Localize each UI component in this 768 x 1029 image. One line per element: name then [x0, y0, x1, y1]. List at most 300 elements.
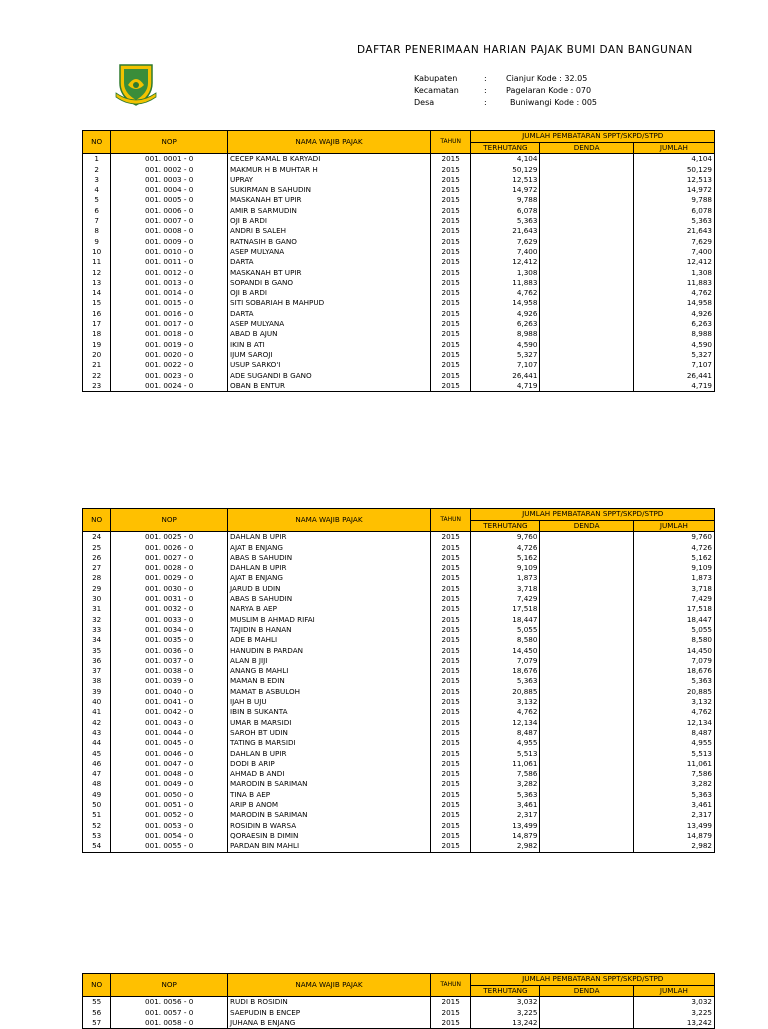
- cell-denda: [540, 175, 633, 185]
- cell-terhutang: 14,972: [471, 185, 540, 195]
- cell-no: 49: [83, 790, 111, 800]
- cell-denda: [540, 543, 633, 553]
- cell-nama: ADE SUGANDI B GANO: [228, 371, 431, 381]
- table-row: [83, 268, 715, 278]
- cell-tahun: 2015: [430, 656, 471, 666]
- cell-nama: NARYA B AEP: [228, 604, 431, 614]
- cell-nama: ARIP B ANOM: [228, 800, 431, 810]
- cell-terhutang: 7,629: [471, 237, 540, 247]
- cell-tahun: 2015: [430, 298, 471, 308]
- cell-nop: 001. 0020 - 0: [111, 350, 228, 360]
- cell-terhutang: 1,873: [471, 573, 540, 583]
- cell-jumlah: 8,487: [633, 728, 714, 738]
- cell-tahun: 2015: [430, 635, 471, 645]
- table-row: [83, 257, 715, 267]
- cell-nama: ADE B MAHLI: [228, 635, 431, 645]
- cell-nop: 001. 0032 - 0: [111, 604, 228, 614]
- cell-denda: [540, 728, 633, 738]
- cell-terhutang: 11,883: [471, 278, 540, 288]
- header-nop: NOP: [111, 131, 228, 154]
- info-label: Kabupaten: [414, 74, 458, 83]
- cell-nama: AHMAD B ANDI: [228, 769, 431, 779]
- cell-nop: 001. 0014 - 0: [111, 288, 228, 298]
- cell-terhutang: 50,129: [471, 165, 540, 175]
- cell-terhutang: 13,499: [471, 821, 540, 831]
- table-row: [83, 615, 715, 625]
- cell-nop: 001. 0054 - 0: [111, 831, 228, 841]
- cell-nop: 001. 0034 - 0: [111, 625, 228, 635]
- header-nama-wajib-pajak: NAMA WAJIB PAJAK: [228, 131, 431, 154]
- cell-tahun: 2015: [430, 340, 471, 350]
- table-row: [83, 584, 715, 594]
- cell-terhutang: 3,461: [471, 800, 540, 810]
- cell-nop: 001. 0013 - 0: [111, 278, 228, 288]
- cell-terhutang: 7,400: [471, 247, 540, 257]
- cell-no: 56: [83, 1008, 111, 1018]
- tax-table: [82, 508, 715, 853]
- cell-denda: [540, 769, 633, 779]
- cell-tahun: 2015: [430, 226, 471, 236]
- cell-terhutang: 21,643: [471, 226, 540, 236]
- cell-denda: [540, 165, 633, 175]
- cell-nama: ANANG B MAHLI: [228, 666, 431, 676]
- cell-jumlah: 14,450: [633, 646, 714, 656]
- cell-tahun: 2015: [430, 350, 471, 360]
- cell-nop: 001. 0022 - 0: [111, 360, 228, 370]
- cell-tahun: 2015: [430, 779, 471, 789]
- header-denda: DENDA: [540, 521, 633, 532]
- table-row: [83, 237, 715, 247]
- cell-nama: RUDI B ROSIDIN: [228, 997, 431, 1008]
- cell-tahun: 2015: [430, 718, 471, 728]
- cell-terhutang: 5,055: [471, 625, 540, 635]
- cell-no: 51: [83, 810, 111, 820]
- cell-tahun: 2015: [430, 154, 471, 165]
- cell-terhutang: 5,327: [471, 350, 540, 360]
- table-row: [83, 340, 715, 350]
- cell-no: 52: [83, 821, 111, 831]
- info-separator: :: [484, 98, 487, 107]
- cell-no: 22: [83, 371, 111, 381]
- cell-terhutang: 8,988: [471, 329, 540, 339]
- cell-denda: [540, 185, 633, 195]
- header-no: NO: [83, 974, 111, 997]
- header-nama-wajib-pajak: NAMA WAJIB PAJAK: [228, 974, 431, 997]
- cell-nama: OJI B ARDI: [228, 288, 431, 298]
- cell-tahun: 2015: [430, 997, 471, 1008]
- cell-terhutang: 4,590: [471, 340, 540, 350]
- cell-nama: ABAS B SAHUDIN: [228, 553, 431, 563]
- cell-denda: [540, 381, 633, 392]
- cell-nop: 001. 0045 - 0: [111, 738, 228, 748]
- cell-no: 9: [83, 237, 111, 247]
- cell-nop: 001. 0026 - 0: [111, 543, 228, 553]
- cell-jumlah: 1,308: [633, 268, 714, 278]
- cell-nop: 001. 0039 - 0: [111, 676, 228, 686]
- cell-no: 35: [83, 646, 111, 656]
- cell-jumlah: 21,643: [633, 226, 714, 236]
- cell-nama: OJI B ARDI: [228, 216, 431, 226]
- table-row: [83, 563, 715, 573]
- cell-denda: [540, 779, 633, 789]
- cell-no: 28: [83, 573, 111, 583]
- cell-tahun: 2015: [430, 319, 471, 329]
- cell-jumlah: 7,400: [633, 247, 714, 257]
- cell-nama: ROSIDIN B WARSA: [228, 821, 431, 831]
- cell-denda: [540, 738, 633, 748]
- cell-no: 32: [83, 615, 111, 625]
- cell-tahun: 2015: [430, 247, 471, 257]
- cell-nop: 001. 0001 - 0: [111, 154, 228, 165]
- cell-terhutang: 7,107: [471, 360, 540, 370]
- cell-tahun: 2015: [430, 687, 471, 697]
- cell-nama: RATNASIH B GANO: [228, 237, 431, 247]
- table-row: [83, 573, 715, 583]
- table-row: [83, 790, 715, 800]
- cell-tahun: 2015: [430, 195, 471, 205]
- header-denda: DENDA: [540, 986, 633, 997]
- cell-jumlah: 4,104: [633, 154, 714, 165]
- cell-jumlah: 5,327: [633, 350, 714, 360]
- cell-tahun: 2015: [430, 769, 471, 779]
- cell-nop: 001. 0028 - 0: [111, 563, 228, 573]
- cell-no: 29: [83, 584, 111, 594]
- cell-denda: [540, 226, 633, 236]
- cell-nama: ASEP MULYANA: [228, 247, 431, 257]
- cell-denda: [540, 1008, 633, 1018]
- cell-denda: [540, 1018, 633, 1029]
- cell-nop: 001. 0049 - 0: [111, 779, 228, 789]
- cell-tahun: 2015: [430, 594, 471, 604]
- cell-nop: 001. 0044 - 0: [111, 728, 228, 738]
- table-row: [83, 635, 715, 645]
- cell-jumlah: 3,225: [633, 1008, 714, 1018]
- table-row: [83, 298, 715, 308]
- cell-nama: MAMAT B ASBULOH: [228, 687, 431, 697]
- cell-denda: [540, 800, 633, 810]
- cell-nop: 001. 0038 - 0: [111, 666, 228, 676]
- table-row: [83, 165, 715, 175]
- cell-denda: [540, 371, 633, 381]
- cell-nop: 001. 0053 - 0: [111, 821, 228, 831]
- info-label: Desa: [414, 98, 435, 107]
- cell-terhutang: 4,762: [471, 707, 540, 717]
- cell-jumlah: 26,441: [633, 371, 714, 381]
- cell-jumlah: 9,760: [633, 532, 714, 543]
- cell-no: 21: [83, 360, 111, 370]
- cell-nama: IJUM SAROJI: [228, 350, 431, 360]
- cell-no: 55: [83, 997, 111, 1008]
- table-row: [83, 175, 715, 185]
- cell-denda: [540, 532, 633, 543]
- cell-tahun: 2015: [430, 237, 471, 247]
- cell-nama: MASKANAH BT UPIR: [228, 195, 431, 205]
- cell-nop: 001. 0025 - 0: [111, 532, 228, 543]
- cell-no: 23: [83, 381, 111, 392]
- header-tahun: TAHUN: [430, 974, 471, 997]
- table-row: [83, 810, 715, 820]
- cell-tahun: 2015: [430, 604, 471, 614]
- cell-nop: 001. 0052 - 0: [111, 810, 228, 820]
- cell-nop: 001. 0040 - 0: [111, 687, 228, 697]
- cell-no: 15: [83, 298, 111, 308]
- table-row: [83, 247, 715, 257]
- cell-tahun: 2015: [430, 666, 471, 676]
- cell-nop: 001. 0051 - 0: [111, 800, 228, 810]
- cell-nama: TAJIDIN B HANAN: [228, 625, 431, 635]
- cell-jumlah: 3,461: [633, 800, 714, 810]
- cell-tahun: 2015: [430, 543, 471, 553]
- cell-jumlah: 7,586: [633, 769, 714, 779]
- cell-tahun: 2015: [430, 676, 471, 686]
- header-jumlah: JUMLAH: [633, 143, 714, 154]
- cell-jumlah: 4,762: [633, 288, 714, 298]
- cell-tahun: 2015: [430, 707, 471, 717]
- cell-nama: ABAS B SAHUDIN: [228, 594, 431, 604]
- cell-nama: JARUD B UDIN: [228, 584, 431, 594]
- cell-nama: TINA B AEP: [228, 790, 431, 800]
- cell-nama: PARDAN BIN MAHLI: [228, 841, 431, 852]
- cell-terhutang: 4,726: [471, 543, 540, 553]
- cell-no: 34: [83, 635, 111, 645]
- cell-nop: 001. 0009 - 0: [111, 237, 228, 247]
- table-row: [83, 1008, 715, 1018]
- info-separator: :: [484, 86, 487, 95]
- cell-no: 42: [83, 718, 111, 728]
- cell-terhutang: 4,762: [471, 288, 540, 298]
- cell-terhutang: 7,586: [471, 769, 540, 779]
- cell-terhutang: 5,363: [471, 790, 540, 800]
- cell-denda: [540, 615, 633, 625]
- cell-denda: [540, 360, 633, 370]
- cell-nop: 001. 0036 - 0: [111, 646, 228, 656]
- table-row: [83, 226, 715, 236]
- cell-denda: [540, 810, 633, 820]
- cell-jumlah: 13,242: [633, 1018, 714, 1029]
- cell-no: 54: [83, 841, 111, 852]
- cell-nama: MAMAN B EDIN: [228, 676, 431, 686]
- header-no: NO: [83, 131, 111, 154]
- cell-tahun: 2015: [430, 821, 471, 831]
- header-nop: NOP: [111, 509, 228, 532]
- info-label: Kecamatan: [414, 86, 459, 95]
- table-row: [83, 800, 715, 810]
- cell-nama: SAEPUDIN B ENCEP: [228, 1008, 431, 1018]
- cell-tahun: 2015: [430, 553, 471, 563]
- cell-terhutang: 20,885: [471, 687, 540, 697]
- cell-nop: 001. 0004 - 0: [111, 185, 228, 195]
- cell-jumlah: 5,363: [633, 676, 714, 686]
- cell-no: 27: [83, 563, 111, 573]
- table-row: [83, 309, 715, 319]
- cell-terhutang: 4,926: [471, 309, 540, 319]
- cell-nop: 001. 0047 - 0: [111, 759, 228, 769]
- header-jumlah-pembayaran: JUMLAH PEMBATARAN SPPT/SKPD/STPD: [471, 509, 715, 521]
- table-row: [83, 371, 715, 381]
- cell-denda: [540, 718, 633, 728]
- cell-nop: 001. 0007 - 0: [111, 216, 228, 226]
- cell-jumlah: 20,885: [633, 687, 714, 697]
- cell-no: 43: [83, 728, 111, 738]
- cell-denda: [540, 350, 633, 360]
- cell-jumlah: 4,762: [633, 707, 714, 717]
- cell-tahun: 2015: [430, 371, 471, 381]
- cell-tahun: 2015: [430, 216, 471, 226]
- cell-terhutang: 18,676: [471, 666, 540, 676]
- info-value: Cianjur Kode : 32.05: [506, 74, 588, 83]
- cell-terhutang: 18,447: [471, 615, 540, 625]
- cell-nama: IJAH B UJU: [228, 697, 431, 707]
- cell-terhutang: 6,078: [471, 206, 540, 216]
- cell-tahun: 2015: [430, 810, 471, 820]
- cell-nama: MUSLIM B AHMAD RIFAI: [228, 615, 431, 625]
- cell-terhutang: 3,132: [471, 697, 540, 707]
- table-row: [83, 625, 715, 635]
- cell-terhutang: 3,718: [471, 584, 540, 594]
- cell-jumlah: 14,972: [633, 185, 714, 195]
- cell-nama: DAHLAN B UPIR: [228, 532, 431, 543]
- cell-denda: [540, 687, 633, 697]
- cell-no: 57: [83, 1018, 111, 1029]
- cell-denda: [540, 997, 633, 1008]
- table-row: [83, 821, 715, 831]
- cell-denda: [540, 553, 633, 563]
- info-value: Pagelaran Kode : 070: [506, 86, 592, 95]
- cell-denda: [540, 831, 633, 841]
- cell-jumlah: 3,282: [633, 779, 714, 789]
- cell-denda: [540, 676, 633, 686]
- info-separator: :: [484, 74, 487, 83]
- header-terhutang: TERHUTANG: [471, 986, 540, 997]
- cell-terhutang: 13,242: [471, 1018, 540, 1029]
- table-row: [83, 997, 715, 1008]
- cell-nama: USUP SARKO'I: [228, 360, 431, 370]
- cell-nama: SITI SOBARIAH B MAHPUD: [228, 298, 431, 308]
- cell-no: 31: [83, 604, 111, 614]
- cell-terhutang: 9,760: [471, 532, 540, 543]
- cell-denda: [540, 206, 633, 216]
- cell-tahun: 2015: [430, 185, 471, 195]
- cell-nama: ABAD B AJUN: [228, 329, 431, 339]
- cell-denda: [540, 594, 633, 604]
- cell-tahun: 2015: [430, 175, 471, 185]
- cell-jumlah: 7,629: [633, 237, 714, 247]
- cell-terhutang: 9,788: [471, 195, 540, 205]
- cell-denda: [540, 584, 633, 594]
- cell-nama: DAHLAN B UPIR: [228, 749, 431, 759]
- cell-tahun: 2015: [430, 165, 471, 175]
- cell-nama: TATING B MARSIDI: [228, 738, 431, 748]
- table-row: [83, 676, 715, 686]
- cell-no: 48: [83, 779, 111, 789]
- cell-jumlah: 4,590: [633, 340, 714, 350]
- cell-jumlah: 4,719: [633, 381, 714, 392]
- cell-nama: MASKANAH BT UPIR: [228, 268, 431, 278]
- cell-no: 38: [83, 676, 111, 686]
- cell-jumlah: 9,109: [633, 563, 714, 573]
- cell-denda: [540, 247, 633, 257]
- table-row: [83, 749, 715, 759]
- cell-tahun: 2015: [430, 759, 471, 769]
- cell-no: 1: [83, 154, 111, 165]
- table-row: [83, 206, 715, 216]
- cell-nama: ANDRI B SALEH: [228, 226, 431, 236]
- cell-nop: 001. 0030 - 0: [111, 584, 228, 594]
- cell-nop: 001. 0035 - 0: [111, 635, 228, 645]
- cell-nop: 001. 0029 - 0: [111, 573, 228, 583]
- cell-denda: [540, 841, 633, 852]
- cell-denda: [540, 288, 633, 298]
- cell-nama: MARODIN B SARIMAN: [228, 810, 431, 820]
- table-row: [83, 759, 715, 769]
- cell-jumlah: 17,518: [633, 604, 714, 614]
- cell-nop: 001. 0048 - 0: [111, 769, 228, 779]
- cell-nama: SUKIRMAN B SAHUDIN: [228, 185, 431, 195]
- cell-no: 25: [83, 543, 111, 553]
- header-tahun: TAHUN: [430, 509, 471, 532]
- cell-nama: DARTA: [228, 257, 431, 267]
- cell-tahun: 2015: [430, 728, 471, 738]
- cell-nop: 001. 0012 - 0: [111, 268, 228, 278]
- cell-terhutang: 17,518: [471, 604, 540, 614]
- cell-no: 47: [83, 769, 111, 779]
- cell-terhutang: 5,363: [471, 216, 540, 226]
- cell-jumlah: 5,162: [633, 553, 714, 563]
- cell-jumlah: 11,883: [633, 278, 714, 288]
- cell-nama: MAKMUR H B MUHTAR H: [228, 165, 431, 175]
- cell-denda: [540, 298, 633, 308]
- cell-tahun: 2015: [430, 790, 471, 800]
- cell-tahun: 2015: [430, 625, 471, 635]
- cell-no: 36: [83, 656, 111, 666]
- cell-denda: [540, 309, 633, 319]
- cell-jumlah: 3,132: [633, 697, 714, 707]
- cell-jumlah: 9,788: [633, 195, 714, 205]
- cell-nama: IBIN B SUKANTA: [228, 707, 431, 717]
- table-row: [83, 360, 715, 370]
- cell-nama: MARODIN B SARIMAN: [228, 779, 431, 789]
- cell-terhutang: 7,429: [471, 594, 540, 604]
- table-row: [83, 288, 715, 298]
- cell-no: 45: [83, 749, 111, 759]
- cell-nop: 001. 0042 - 0: [111, 707, 228, 717]
- table-row: [83, 779, 715, 789]
- cell-nop: 001. 0031 - 0: [111, 594, 228, 604]
- cell-terhutang: 14,958: [471, 298, 540, 308]
- cell-no: 19: [83, 340, 111, 350]
- cell-jumlah: 18,676: [633, 666, 714, 676]
- cell-nop: 001. 0041 - 0: [111, 697, 228, 707]
- cell-jumlah: 12,134: [633, 718, 714, 728]
- cell-jumlah: 4,955: [633, 738, 714, 748]
- cell-no: 20: [83, 350, 111, 360]
- table-row: [83, 195, 715, 205]
- cell-jumlah: 5,513: [633, 749, 714, 759]
- header-jumlah: JUMLAH: [633, 521, 714, 532]
- table-row: [83, 319, 715, 329]
- header-nop: NOP: [111, 974, 228, 997]
- cell-terhutang: 2,317: [471, 810, 540, 820]
- cell-tahun: 2015: [430, 841, 471, 852]
- cell-nama: UPRAY: [228, 175, 431, 185]
- cell-no: 39: [83, 687, 111, 697]
- cell-denda: [540, 257, 633, 267]
- header-jumlah-pembayaran: JUMLAH PEMBATARAN SPPT/SKPD/STPD: [471, 131, 715, 143]
- cell-nop: 001. 0002 - 0: [111, 165, 228, 175]
- tax-table: [82, 130, 715, 392]
- cell-denda: [540, 340, 633, 350]
- document-title: DAFTAR PENERIMAAN HARIAN PAJAK BUMI DAN BANGUNAN: [357, 44, 693, 56]
